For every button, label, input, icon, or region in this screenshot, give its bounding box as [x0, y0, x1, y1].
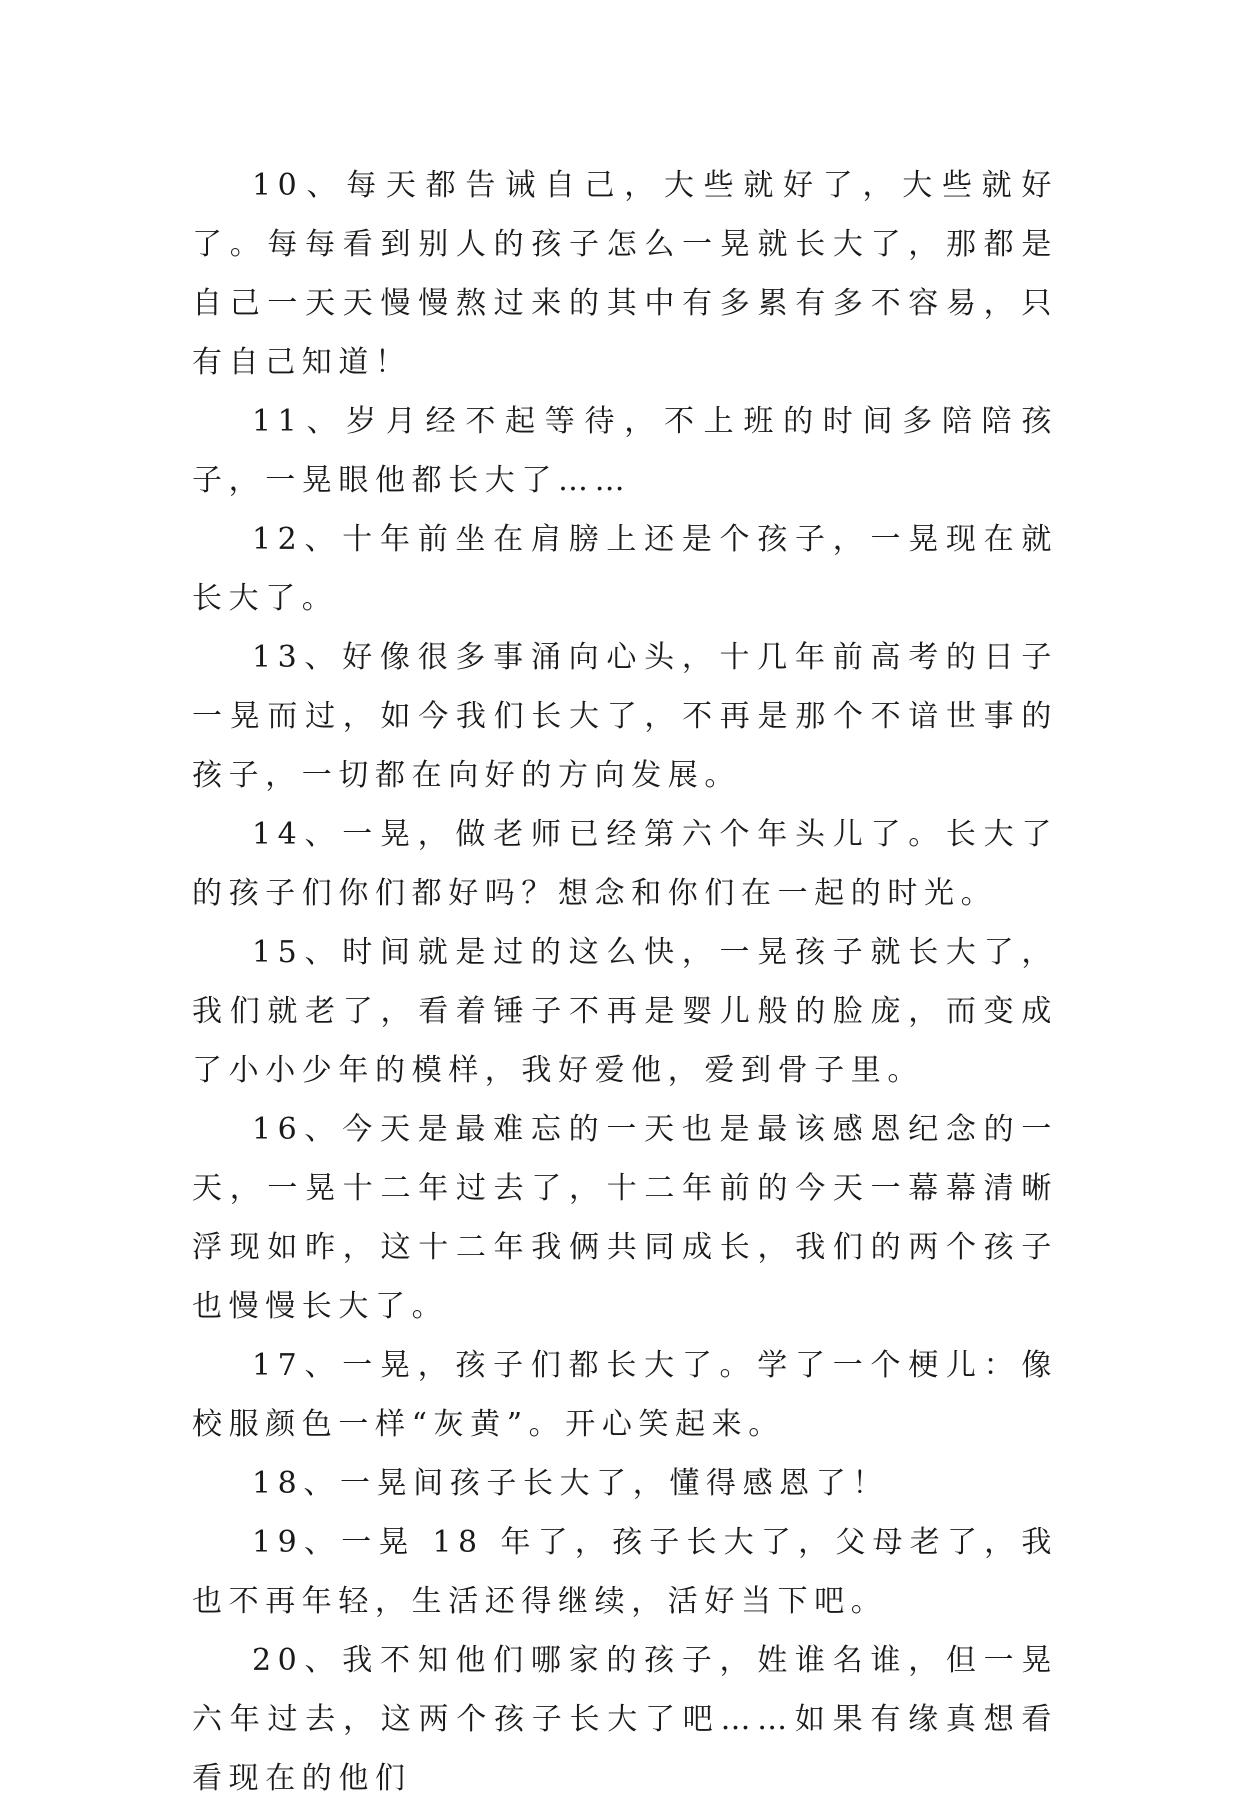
paragraph-12: 12、十年前坐在肩膀上还是个孩子，一晃现在就长大了。: [192, 522, 1058, 616]
paragraph-16: 16、今天是最难忘的一天也是最该感恩纪念的一天，一晃十二年过去了，十二年前的今天一幕幕清晰浮现如昨，这十二年我俩共同成长，我们的两个孩子也慢慢长大了。: [192, 1112, 1058, 1324]
paragraph-15: 15、时间就是过的这么快，一晃孩子就长大了，我们就老了，看着锤子不再是婴儿般的脸庞，而变成了小小少年的模样，我好爱他，爱到骨子里。: [192, 935, 1058, 1088]
paragraph-14: 14、一晃，做老师已经第六个年头儿了。长大了的孩子们你们都好吗？想念和你们在一起的时光。: [192, 817, 1058, 911]
document-body: [192, 156, 1058, 1808]
paragraph-17: 17、一晃，孩子们都长大了。学了一个梗儿：像校服颜色一样“灰黄”。开心笑起来。: [192, 1348, 1058, 1442]
paragraph-13: 13、好像很多事涌向心头，十几年前高考的日子一晃而过，如今我们长大了，不再是那个不谙世事的孩子，一切都在向好的方向发展。: [192, 640, 1058, 793]
paragraph-19: 19、一晃 18 年了，孩子长大了，父母老了，我也不再年轻，生活还得继续，活好当下吧。: [192, 1525, 1058, 1619]
paragraph-10: 10、每天都告诫自己，大些就好了，大些就好了。每每看到别人的孩子怎么一晃就长大了，那都是自己一天天慢慢熬过来的其中有多累有多不容易，只有自己知道！: [192, 168, 1058, 380]
paragraph-11: 11、岁月经不起等待，不上班的时间多陪陪孩子，一晃眼他都长大了……: [192, 404, 1058, 498]
paragraph-18: 18、一晃间孩子长大了，懂得感恩了！: [252, 1466, 889, 1501]
paragraph-20: 20、我不知他们哪家的孩子，姓谁名谁，但一晃六年过去，这两个孩子长大了吧……如果有缘真想看看现在的他们: [192, 1643, 1058, 1796]
